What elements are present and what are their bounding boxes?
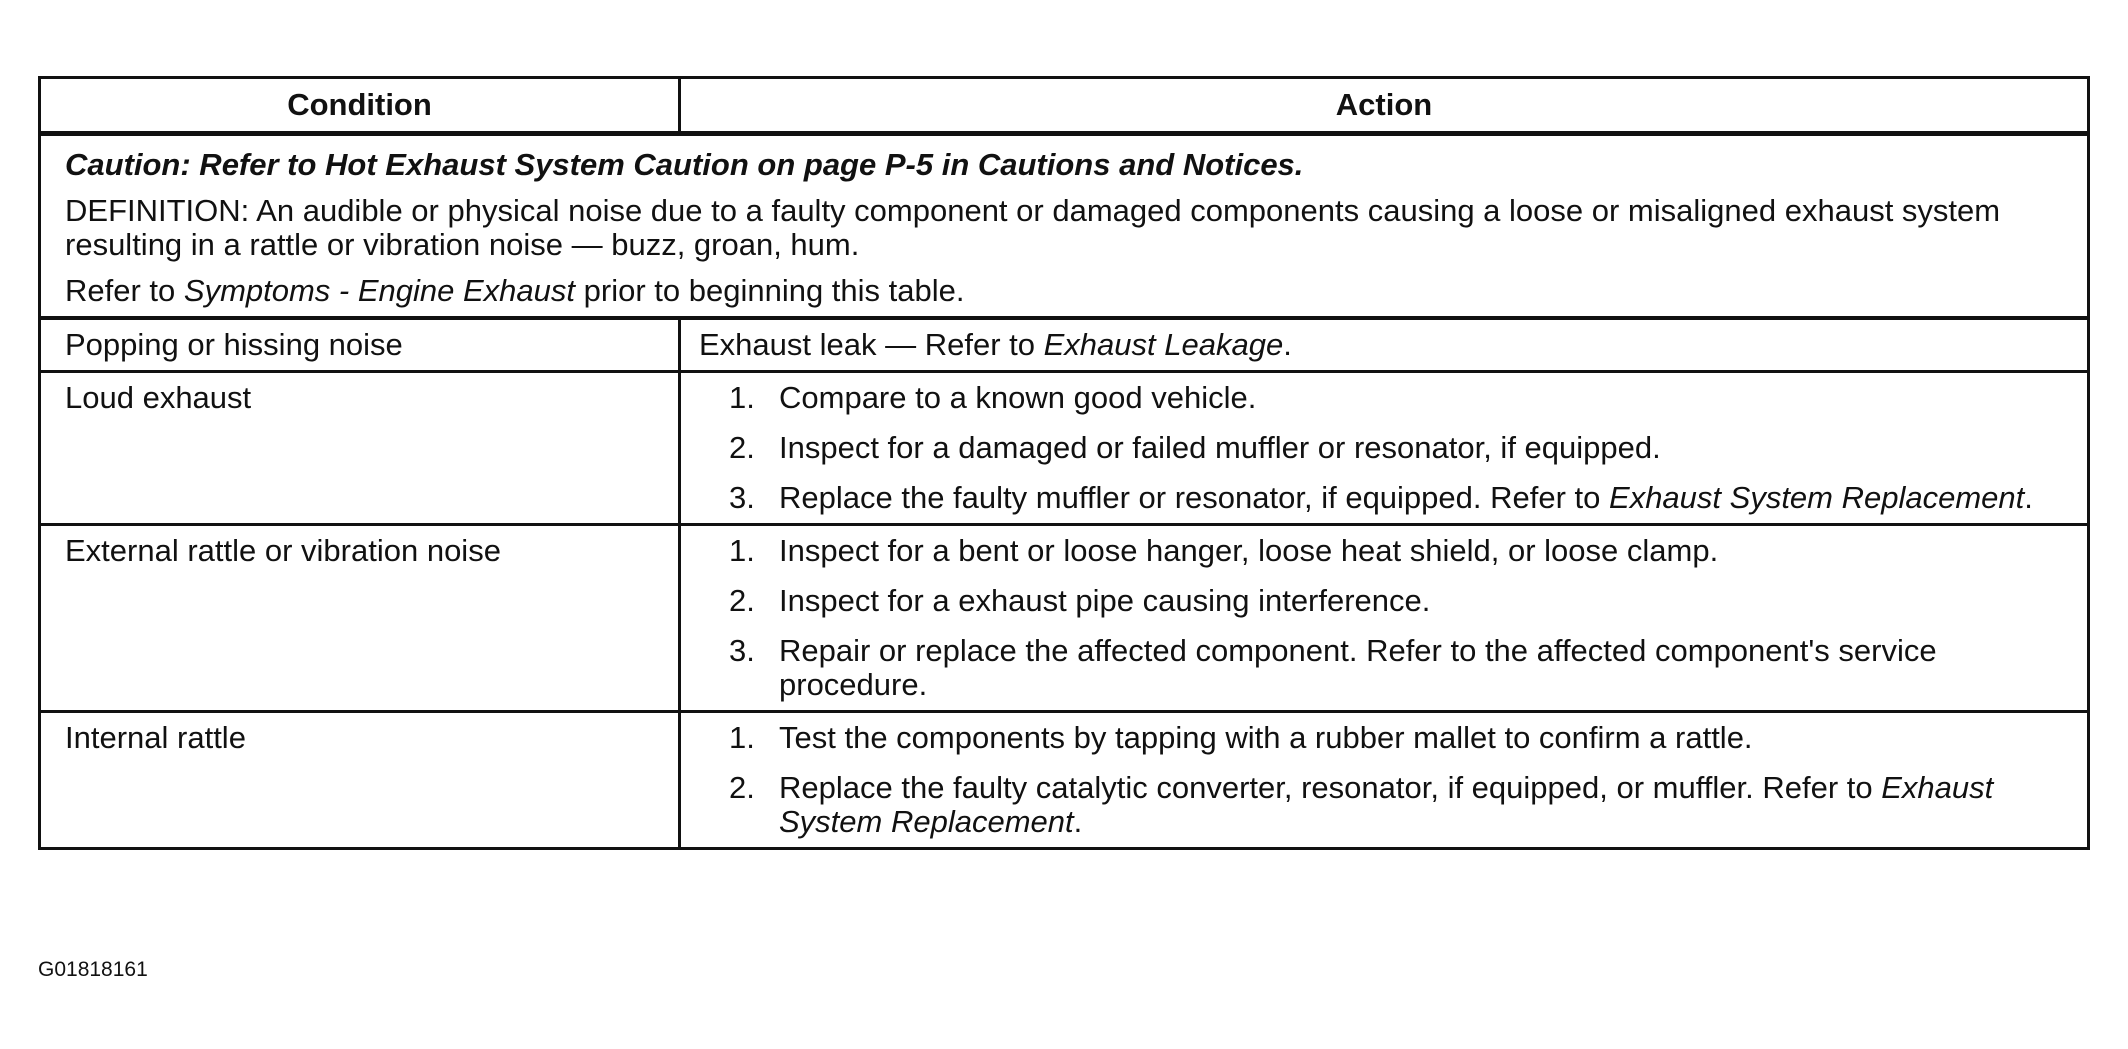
step-link: Exhaust System Replacement xyxy=(1609,480,2025,515)
condition-cell: Popping or hissing noise xyxy=(41,320,681,370)
step-suffix: . xyxy=(1073,804,1083,839)
step-body: Compare to a known good vehicle. xyxy=(779,380,1257,415)
step-number: 1. xyxy=(729,720,755,755)
step-text xyxy=(779,381,2075,415)
refer-prefix: Refer to xyxy=(65,273,184,308)
action-steps xyxy=(681,373,2087,523)
refer-suffix: prior to beginning this table. xyxy=(575,273,965,308)
step-number: 1. xyxy=(729,533,755,568)
step-text xyxy=(779,584,2075,618)
step-item xyxy=(729,481,2075,515)
action-suffix: . xyxy=(1283,327,1292,362)
figure-id: G01818161 xyxy=(38,958,148,981)
step-number: 2. xyxy=(729,430,755,465)
caution-text: Caution: Refer to Hot Exhaust System Caution on page P-5 in Cautions and Notices. xyxy=(65,147,1304,182)
step-link: Exhaust System Replacement xyxy=(779,770,1994,839)
refer-text xyxy=(65,274,2075,308)
step-body: Test the components by tapping with a rubber mallet to confirm a rattle. xyxy=(779,720,1753,755)
step-item xyxy=(729,771,2075,839)
diagnostic-table xyxy=(38,76,2090,850)
step-number: 2. xyxy=(729,583,755,618)
step-text xyxy=(779,431,2075,465)
step-text xyxy=(779,481,2075,515)
step-suffix: . xyxy=(2024,480,2033,515)
step-text xyxy=(779,721,2075,755)
step-body: Inspect for a bent or loose hanger, loose heat shield, or loose clamp. xyxy=(779,533,1719,568)
action-prefix: Exhaust leak — Refer to xyxy=(699,327,1044,362)
step-body: Inspect for a exhaust pipe causing interference. xyxy=(779,583,1431,618)
action-steps xyxy=(681,526,2087,710)
step-body: Replace the faulty catalytic converter, resonator, if equipped, or muffler. Refer to xyxy=(779,770,1882,805)
step-number: 3. xyxy=(729,480,755,515)
step-number: 3. xyxy=(729,633,755,668)
table-intro xyxy=(41,136,2087,320)
table-header xyxy=(41,79,2087,136)
step-body: Inspect for a damaged or failed muffler or resonator, if equipped. xyxy=(779,430,1661,465)
step-item xyxy=(729,634,2075,702)
table-row-external-rattle xyxy=(41,526,2087,713)
definition-text: DEFINITION: An audible or physical noise due to a faulty component or damaged components causing a loose or misaligned exhaust system resulting in a rattle or vibration noise — buzz, groan, hum. xyxy=(65,193,2001,262)
table-row-internal-rattle xyxy=(41,713,2087,847)
step-body: Repair or replace the affected component. Refer to the affected component's service procedure. xyxy=(779,633,1937,702)
step-item xyxy=(729,381,2075,415)
action-link: Exhaust Leakage xyxy=(1043,327,1284,362)
step-number: 2. xyxy=(729,770,755,805)
condition-cell: Loud exhaust xyxy=(41,373,681,523)
header-action: Action xyxy=(1335,87,1433,122)
step-text xyxy=(779,534,2075,568)
step-number: 1. xyxy=(729,380,755,415)
step-text xyxy=(779,771,2075,839)
step-item xyxy=(729,721,2075,755)
action-steps xyxy=(681,713,2087,847)
table-row-loud-exhaust xyxy=(41,373,2087,526)
step-item xyxy=(729,431,2075,465)
step-item xyxy=(729,534,2075,568)
condition-cell: External rattle or vibration noise xyxy=(41,526,681,710)
header-condition: Condition xyxy=(41,79,681,131)
table-row-popping xyxy=(41,320,2087,373)
step-body: Replace the faulty muffler or resonator, if equipped. Refer to xyxy=(779,480,1610,515)
action-cell xyxy=(681,320,2087,370)
condition-cell: Internal rattle xyxy=(41,713,681,847)
refer-link: Symptoms - Engine Exhaust xyxy=(183,273,576,308)
step-item xyxy=(729,584,2075,618)
step-text xyxy=(779,634,2075,702)
